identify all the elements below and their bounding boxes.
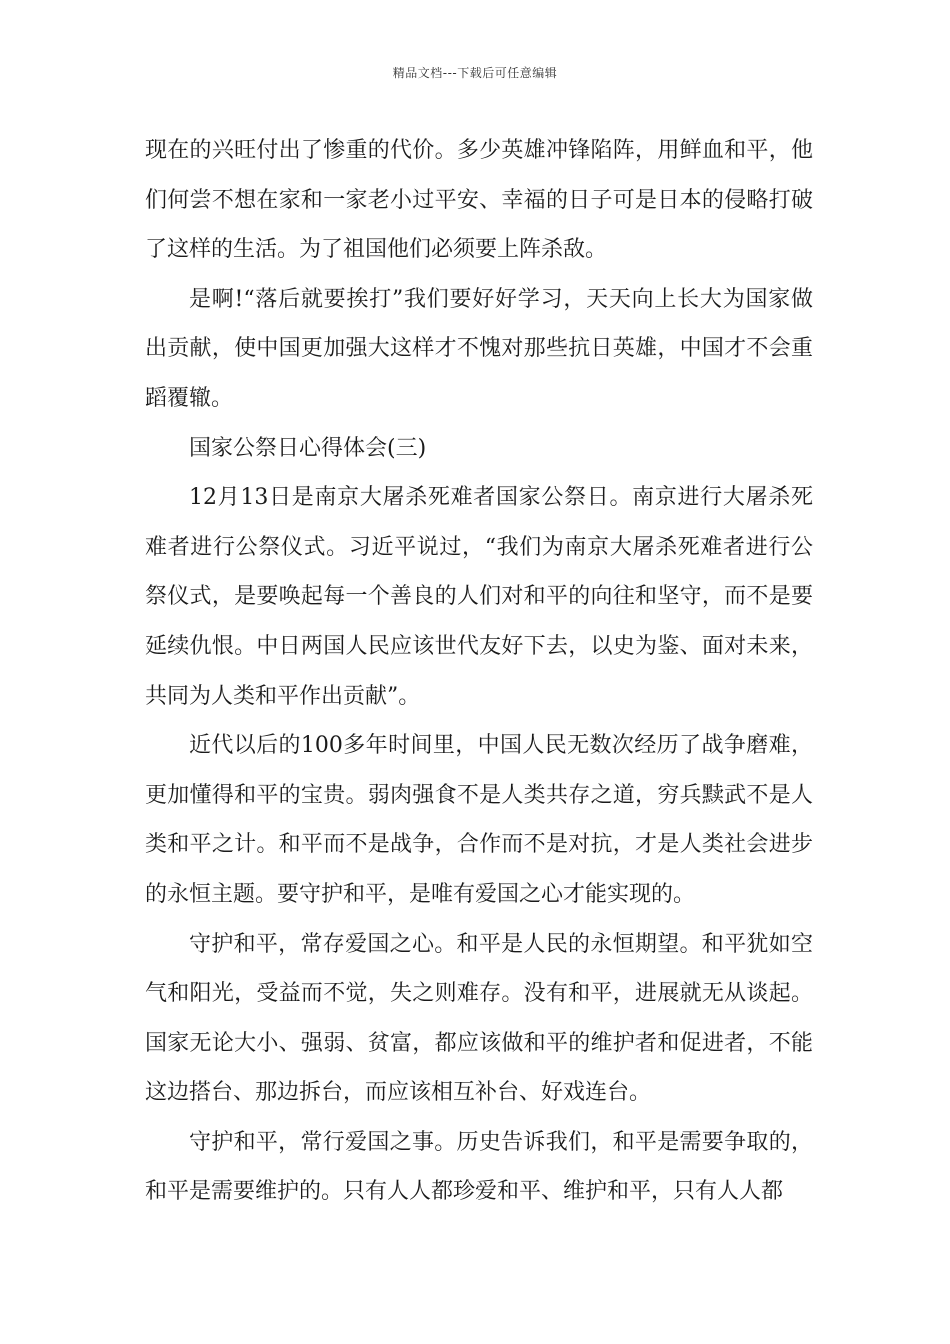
page-header: 精品文档---下载后可任意编辑 [392,66,558,80]
document-body [145,126,813,1217]
section-heading: 国家公祭日心得体会(三) [189,435,427,461]
paragraph: 12月13日是南京大屠杀死难者国家公祭日。南京进行大屠杀死难者进行公祭仪式。习近平说过，“我们为南京大屠杀死难者进行公祭仪式，是要唤起每一个善良的人们对和平的向往和坚守，而不是要延续仇恨。中日两国人民应该世代友好下去，以史为鉴、面对未来，共同为人类和平作出贡献”。 [145,485,813,709]
paragraph: 守护和平，常行爱国之事。历史告诉我们，和平是需要争取的，和平是需要维护的。只有人人都珍爱和平、维护和平，只有人人都 [145,1129,813,1205]
paragraph: 是啊!“落后就要挨打”我们要好好学习，天天向上长大为国家做出贡献，使中国更加强大这样才不愧对那些抗日英雄，中国才不会重蹈覆辙。 [145,286,813,411]
paragraph: 现在的兴旺付出了惨重的代价。多少英雄冲锋陷阵，用鲜血和平，他们何尝不想在家和一家老小过平安、幸福的日子可是日本的侵略打破了这样的生活。为了祖国他们必须要上阵杀敌。 [145,138,813,263]
paragraph: 守护和平，常存爱国之心。和平是人民的永恒期望。和平犹如空气和阳光，受益而不觉，失之则难存。没有和平，进展就无从谈起。国家无论大小、强弱、贫富，都应该做和平的维护者和促进者，不能这边搭台、那边拆台，而应该相互补台、好戏连台。 [145,931,813,1106]
paragraph: 近代以后的100多年时间里，中国人民无数次经历了战争磨难，更加懂得和平的宝贵。弱肉强食不是人类共存之道，穷兵黩武不是人类和平之计。和平而不是战争，合作而不是对抗，才是人类社会进步的永恒主题。要守护和平，是唯有爱国之心才能实现的。 [145,733,813,907]
